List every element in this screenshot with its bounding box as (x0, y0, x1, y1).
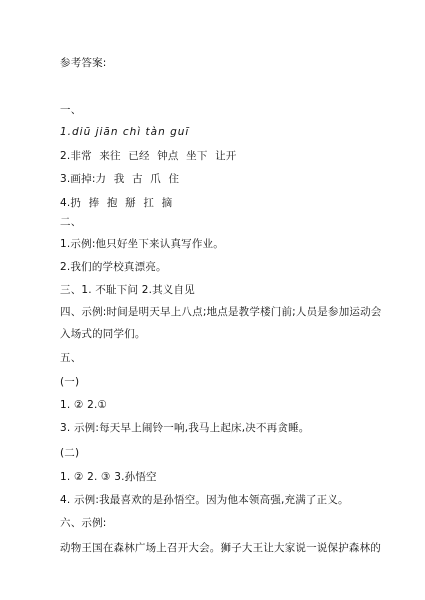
section-5-part-2-label: (二) (60, 447, 80, 459)
section-1-answer-3: 3.画掉:力 我 古 爪 住 (60, 173, 180, 185)
section-4-answer-line-1: 四、示例:时间是明天早上八点;地点是教学楼门前;人员是参加运动会 (60, 306, 382, 318)
section-3-answer: 三、1. 不耻下问 2.其义自见 (60, 284, 195, 296)
section-1-heading: 一、 (60, 104, 82, 116)
section-1-answer-2: 2.非常 来往 已经 钟点 坐下 让开 (60, 150, 237, 162)
section-6-heading: 六、示例: (60, 517, 107, 529)
page-title: 参考答案: (60, 57, 107, 69)
section-5-part-1-answer-3: 3. 示例:每天早上闹铃一响,我马上起床,决不再贪睡。 (60, 422, 310, 434)
section-5-part-1-label: (一) (60, 376, 80, 388)
section-2-answer-2: 2.我们的学校真漂亮。 (60, 261, 167, 273)
section-1-answer-4: 4.扔 捧 抱 掰 扛 摘 (60, 197, 173, 209)
section-2-answer-1: 1.示例:他只好坐下来认真写作业。 (60, 238, 224, 250)
section-5-part-2-answer-1: 1. ② 2. ③ 3.孙悟空 (60, 471, 157, 483)
section-6-answer-line-1: 动物王国在森林广场上召开大会。狮子大王让大家说一说保护森林的 (60, 542, 381, 554)
section-1-pinyin-answer: 1.diū jiān chì tàn guī (60, 126, 190, 138)
section-2-heading: 二、 (60, 216, 82, 228)
section-5-part-2-answer-4: 4. 示例:我最喜欢的是孙悟空。因为他本领高强,充满了正义。 (60, 494, 349, 506)
section-5-heading: 五、 (60, 352, 82, 364)
section-4-answer-line-2: 入场式的同学们。 (60, 328, 146, 340)
section-5-part-1-answer-1: 1. ② 2.① (60, 399, 108, 411)
